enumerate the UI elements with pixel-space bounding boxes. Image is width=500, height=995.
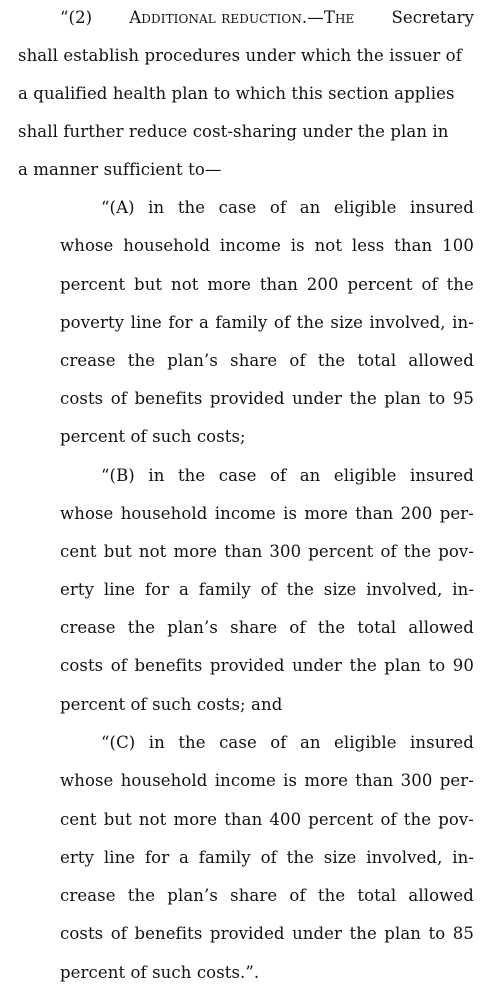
text-segment: percent xyxy=(347,275,413,294)
clause-A-line xyxy=(101,198,474,218)
text-segment: case xyxy=(218,466,257,485)
text-segment: for xyxy=(144,580,170,599)
clause-B-line xyxy=(60,656,474,676)
text-segment: percent of such costs; and xyxy=(60,695,283,714)
text-segment: total xyxy=(357,618,397,637)
clause-A-line xyxy=(60,236,474,256)
text-segment: of xyxy=(260,580,277,599)
text-segment: family xyxy=(215,313,268,332)
paragraph-2-line xyxy=(18,160,473,180)
text-segment: income xyxy=(219,236,281,255)
text-segment: benefits xyxy=(134,389,203,408)
text-segment: household xyxy=(120,771,208,790)
text-segment: an xyxy=(299,466,321,485)
text-segment: size xyxy=(330,313,363,332)
text-segment: plan xyxy=(384,389,422,408)
text-segment: of xyxy=(260,848,277,867)
clause-A-line xyxy=(60,389,474,409)
text-segment: not xyxy=(171,275,199,294)
text-segment: crease xyxy=(60,618,116,637)
text-segment: is xyxy=(283,771,298,790)
clause-A-line xyxy=(60,313,474,333)
text-segment: in xyxy=(148,198,165,217)
text-segment: provided xyxy=(209,656,285,675)
text-segment: poverty xyxy=(60,313,125,332)
clause-C-line xyxy=(60,848,474,868)
text-segment: income xyxy=(214,504,276,523)
text-segment: the xyxy=(127,886,156,905)
text-segment: but xyxy=(134,275,163,294)
text-segment: income xyxy=(214,771,276,790)
text-segment: the xyxy=(403,810,432,829)
text-segment: of xyxy=(110,656,127,675)
text-segment: share xyxy=(230,886,278,905)
text-segment: crease xyxy=(60,351,116,370)
text-segment: insured xyxy=(409,466,474,485)
text-segment: of xyxy=(270,466,287,485)
clause-A-line xyxy=(60,427,474,447)
clause-A-line xyxy=(60,351,474,371)
text-segment: but xyxy=(103,542,132,561)
clause-C-line xyxy=(60,810,474,830)
text-segment: family xyxy=(198,580,251,599)
text-segment: of xyxy=(270,733,287,752)
text-segment: allowed xyxy=(408,618,474,637)
text-segment: more xyxy=(173,542,218,561)
text-segment: 300 xyxy=(269,542,302,561)
text-segment: than xyxy=(355,504,394,523)
text-segment: 90 xyxy=(452,656,474,675)
text-segment: Additional reduction.—The xyxy=(129,8,355,27)
text-segment: a xyxy=(179,848,189,867)
text-segment: a qualified health plan to which this section applies xyxy=(18,84,455,103)
text-segment: to xyxy=(428,924,446,943)
text-segment: the xyxy=(317,351,346,370)
text-segment: family xyxy=(198,848,251,867)
paragraph-2-line xyxy=(60,8,474,28)
text-segment: in xyxy=(148,733,165,752)
text-segment: in xyxy=(148,466,165,485)
text-segment: eligible xyxy=(333,466,397,485)
text-segment: insured xyxy=(410,198,474,217)
text-segment: size xyxy=(323,848,357,867)
text-segment: under xyxy=(292,656,343,675)
text-segment: a manner sufficient to— xyxy=(18,160,222,179)
text-segment: plan xyxy=(384,924,422,943)
text-segment: costs xyxy=(60,389,104,408)
text-segment: percent of such costs; xyxy=(60,427,246,446)
clause-C-line xyxy=(60,771,474,791)
text-segment: 300 xyxy=(400,771,433,790)
text-segment: the xyxy=(177,466,206,485)
text-segment: than xyxy=(355,771,394,790)
text-segment: than xyxy=(224,810,263,829)
text-segment: “(A) xyxy=(101,198,135,217)
text-segment: of xyxy=(289,886,306,905)
text-segment: not xyxy=(314,236,343,255)
clause-B-line xyxy=(60,580,474,600)
text-segment: the xyxy=(177,198,206,217)
text-segment: 100 xyxy=(442,236,474,255)
text-segment: line xyxy=(130,313,162,332)
clause-C-line xyxy=(60,886,474,906)
text-segment: share xyxy=(230,351,278,370)
text-segment: the xyxy=(403,542,432,561)
text-segment: 95 xyxy=(452,389,474,408)
text-segment: cent xyxy=(60,810,97,829)
text-segment: household xyxy=(123,236,210,255)
text-segment: to xyxy=(428,389,446,408)
text-segment: under xyxy=(292,924,343,943)
text-segment: household xyxy=(120,504,208,523)
text-segment: plan’s xyxy=(167,351,218,370)
text-segment: pov- xyxy=(438,810,474,829)
text-segment: the xyxy=(317,618,346,637)
text-segment: the xyxy=(286,580,314,599)
clause-B-line xyxy=(60,618,474,638)
text-segment: more xyxy=(207,275,251,294)
text-segment: more xyxy=(173,810,218,829)
text-segment: involved, xyxy=(369,313,446,332)
text-segment: more xyxy=(304,504,348,523)
text-segment: whose xyxy=(60,771,114,790)
text-segment: line xyxy=(103,848,136,867)
text-segment: plan xyxy=(384,656,422,675)
text-segment: line xyxy=(103,580,136,599)
text-segment: plan’s xyxy=(167,886,218,905)
text-segment: case xyxy=(218,198,257,217)
clause-B-line xyxy=(60,695,474,715)
text-segment: to xyxy=(428,656,446,675)
text-segment: shall establish procedures under which the issuer of xyxy=(18,46,462,65)
text-segment: is xyxy=(290,236,305,255)
clause-A-line xyxy=(60,275,474,295)
text-segment: the xyxy=(296,313,324,332)
text-segment: under xyxy=(292,389,343,408)
text-segment: per- xyxy=(439,504,474,523)
text-segment: the xyxy=(127,351,156,370)
text-segment: the xyxy=(286,848,314,867)
text-segment: than xyxy=(394,236,433,255)
text-segment: involved, xyxy=(366,848,443,867)
text-segment: share xyxy=(230,618,278,637)
text-segment: provided xyxy=(209,924,285,943)
text-segment: a xyxy=(199,313,209,332)
text-segment: more xyxy=(304,771,348,790)
text-segment: of xyxy=(289,618,306,637)
text-segment: shall further reduce cost-sharing under the plan in xyxy=(18,122,449,141)
text-segment: erty xyxy=(60,848,95,867)
text-segment: of xyxy=(273,313,291,332)
text-segment: than xyxy=(224,542,263,561)
text-segment: is xyxy=(283,504,298,523)
text-segment: than xyxy=(259,275,298,294)
text-segment: the xyxy=(178,733,206,752)
paragraph-2-line xyxy=(18,46,473,66)
text-segment: benefits xyxy=(134,924,203,943)
text-segment: an xyxy=(299,733,321,752)
text-segment: the xyxy=(349,389,377,408)
text-segment: the xyxy=(349,924,377,943)
text-segment: 200 xyxy=(306,275,339,294)
text-segment: costs xyxy=(60,656,104,675)
text-segment: whose xyxy=(60,236,114,255)
text-segment: for xyxy=(168,313,193,332)
text-segment: insured xyxy=(410,733,474,752)
paragraph-2-line xyxy=(18,84,473,104)
text-segment: in- xyxy=(452,848,474,867)
clause-C-line xyxy=(101,733,474,753)
text-segment: pov- xyxy=(438,542,474,561)
clause-B-line xyxy=(60,542,474,562)
text-segment: for xyxy=(144,848,170,867)
text-segment: the xyxy=(446,275,474,294)
text-segment: per- xyxy=(439,771,474,790)
clause-B-line xyxy=(101,466,474,486)
text-segment: 400 xyxy=(269,810,302,829)
clause-C-line xyxy=(60,963,474,983)
text-segment: the xyxy=(349,656,377,675)
text-segment: percent xyxy=(308,810,374,829)
text-segment: provided xyxy=(209,389,285,408)
text-segment: of xyxy=(269,198,287,217)
text-segment: not xyxy=(138,810,167,829)
text-segment: involved, xyxy=(366,580,443,599)
text-segment: cent xyxy=(60,542,97,561)
text-segment: total xyxy=(357,886,397,905)
text-segment: “(B) xyxy=(101,466,135,485)
text-segment: whose xyxy=(60,504,114,523)
text-segment: size xyxy=(323,580,357,599)
text-segment: percent of such costs.”. xyxy=(60,963,260,982)
text-segment: 85 xyxy=(452,924,474,943)
text-segment: the xyxy=(317,886,346,905)
text-segment: of xyxy=(380,810,397,829)
text-segment: erty xyxy=(60,580,95,599)
text-segment: an xyxy=(299,198,321,217)
text-segment: total xyxy=(357,351,397,370)
text-segment: eligible xyxy=(334,733,397,752)
text-segment: “(C) xyxy=(101,733,136,752)
text-segment: allowed xyxy=(408,886,474,905)
text-segment: benefits xyxy=(134,656,203,675)
text-segment: the xyxy=(127,618,156,637)
text-segment: in- xyxy=(452,580,474,599)
text-segment: percent xyxy=(308,542,374,561)
text-segment: in- xyxy=(452,313,474,332)
text-segment: case xyxy=(219,733,257,752)
text-segment: percent xyxy=(60,275,126,294)
text-segment: less xyxy=(351,236,385,255)
paragraph-2-line xyxy=(18,122,473,142)
text-segment: 200 xyxy=(400,504,433,523)
text-segment: not xyxy=(138,542,167,561)
text-segment: but xyxy=(103,810,132,829)
text-segment: Secretary xyxy=(391,8,474,27)
text-segment: of xyxy=(110,389,127,408)
text-segment: of xyxy=(289,351,306,370)
text-segment: costs xyxy=(60,924,104,943)
clause-C-line xyxy=(60,924,474,944)
text-segment: allowed xyxy=(408,351,474,370)
text-segment: eligible xyxy=(333,198,397,217)
text-segment: crease xyxy=(60,886,116,905)
text-segment: “(2) xyxy=(60,8,93,27)
text-segment: of xyxy=(110,924,127,943)
text-segment: plan’s xyxy=(167,618,218,637)
text-segment: a xyxy=(179,580,189,599)
clause-B-line xyxy=(60,504,474,524)
text-segment: of xyxy=(380,542,397,561)
text-segment: of xyxy=(421,275,438,294)
